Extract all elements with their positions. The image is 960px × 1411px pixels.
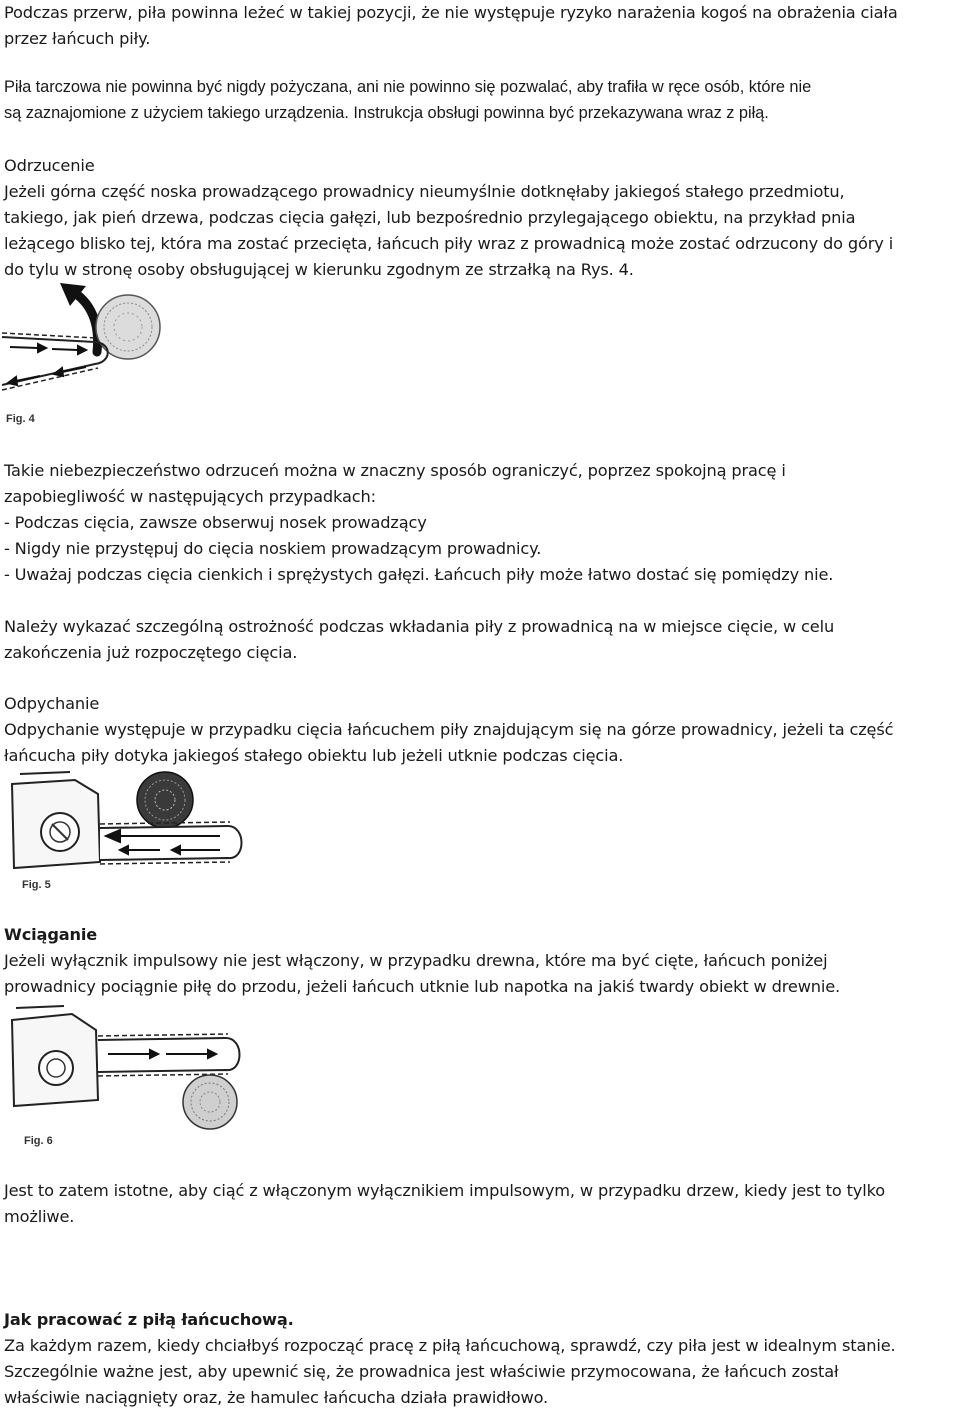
- text-line: Jest to zatem istotne, aby ciąć z włączonym wyłącznikiem impulsowym, w przypadku drzew, kiedy jest to tylko: [4, 1181, 885, 1200]
- text-line: właściwie naciągnięty oraz, że hamulec łańcucha działa prawidłowo.: [4, 1388, 549, 1407]
- section-heading-pushback: Odpychanie: [4, 694, 100, 713]
- section-how-to-work: [4, 1307, 952, 1411]
- text-line: możliwe.: [4, 1207, 75, 1226]
- paragraph-important: [4, 1178, 952, 1230]
- text-line: Jeżeli górna część noska prowadzącego prowadnicy nieumyślnie dotknęłaby jakiegoś stałego przedmiotu,: [4, 182, 845, 201]
- section-kickback: [4, 153, 952, 283]
- text-line: zapobiegliwość w następujących przypadkach:: [4, 487, 376, 506]
- text-line: zakończenia już rozpoczętego cięcia.: [4, 643, 298, 662]
- list-item: - Nigdy nie przystępuj do cięcia noskiem prowadzącym prowadnicy.: [4, 539, 542, 558]
- text-line: przez łańcuch piły.: [4, 29, 151, 48]
- text-line: są zaznajomione z użyciem takiego urządzenia. Instrukcja obsługi powinna być przekazywana wraz z piłą.: [4, 104, 769, 122]
- figure-caption: Fig. 4: [6, 413, 35, 425]
- list-item: - Podczas cięcia, zawsze obserwuj nosek prowadzący: [4, 513, 427, 532]
- figure-caption: Fig. 6: [24, 1135, 53, 1147]
- section-heading-pull-in: Wciąganie: [4, 925, 98, 944]
- text-line: Za każdym razem, kiedy chciałbyś rozpocząć pracę z piłą łańcuchową, sprawdź, czy piła jest w idealnym stanie.: [4, 1336, 896, 1355]
- section-heading-how-to-work: Jak pracować z piłą łańcuchową.: [4, 1310, 294, 1329]
- text-line: Należy wykazać szczególną ostrożność podczas wkładania piły z prowadnicą na w miejsce cięcie, w celu: [4, 617, 835, 636]
- text-line: takiego, jak pień drzewa, podczas cięcia gałęzi, lub bezpośrednio przylegającego obiektu, na przykład pnia: [4, 208, 856, 227]
- figure-pull-in-illustration: [0, 1002, 260, 1152]
- section-pushback: [4, 691, 952, 769]
- figure-kickback-illustration: [0, 280, 200, 432]
- paragraph-caution: [4, 614, 952, 666]
- figure-caption: Fig. 5: [22, 879, 51, 891]
- figure-pushback-illustration: [0, 770, 260, 896]
- text-line: Jeżeli wyłącznik impulsowy nie jest włączony, w przypadku drewna, które ma być cięte, łańcuch poniżej: [4, 951, 828, 970]
- section-heading-kickback: Odrzucenie: [4, 156, 95, 175]
- text-line: Podczas przerw, piła powinna leżeć w takiej pozycji, że nie występuje ryzyko narażenia kogoś na obrażenia ciała: [4, 3, 898, 22]
- text-line: łańcucha piły dotyka jakiegoś stałego obiektu lub jeżeli utknie podczas cięcia.: [4, 746, 624, 765]
- section-pull-in: [4, 922, 952, 1000]
- text-line: Takie niebezpieczeństwo odrzuceń można w znaczny sposób ograniczyć, poprzez spokojną pracę i: [4, 461, 786, 480]
- paragraph-breaks: [4, 0, 952, 52]
- text-line: prowadnicy pociągnie piłę do przodu, jeżeli łańcuch utknie lub napotka na jakiś twardy obiekt w drewnie.: [4, 977, 841, 996]
- paragraph-hazard: [4, 458, 952, 588]
- text-line: leżącego blisko tej, która ma zostać przecięta, łańcuch piły wraz z prowadnicą może zostać odrzucony do góry i: [4, 234, 894, 253]
- list-item: - Uważaj podczas cięcia cienkich i sprężystych gałęzi. Łańcuch piły może łatwo dostać się pomiędzy nie.: [4, 565, 834, 584]
- text-line: Szczególnie ważne jest, aby upewnić się, że prowadnica jest właściwie przymocowana, że łańcuch został: [4, 1362, 839, 1381]
- text-line: Odpychanie występuje w przypadku cięcia łańcuchem piły znajdującym się na górze prowadnicy, jeżeli ta część: [4, 720, 894, 739]
- text-line: Piła tarczowa nie powinna być nigdy pożyczana, ani nie powinno się pozwalać, aby trafiła w ręce osób, które nie: [4, 78, 812, 96]
- text-line: do tylu w stronę osoby obsługującej w kierunku zgodnym ze strzałką na Rys. 4.: [4, 260, 634, 279]
- paragraph-lending: [4, 74, 952, 126]
